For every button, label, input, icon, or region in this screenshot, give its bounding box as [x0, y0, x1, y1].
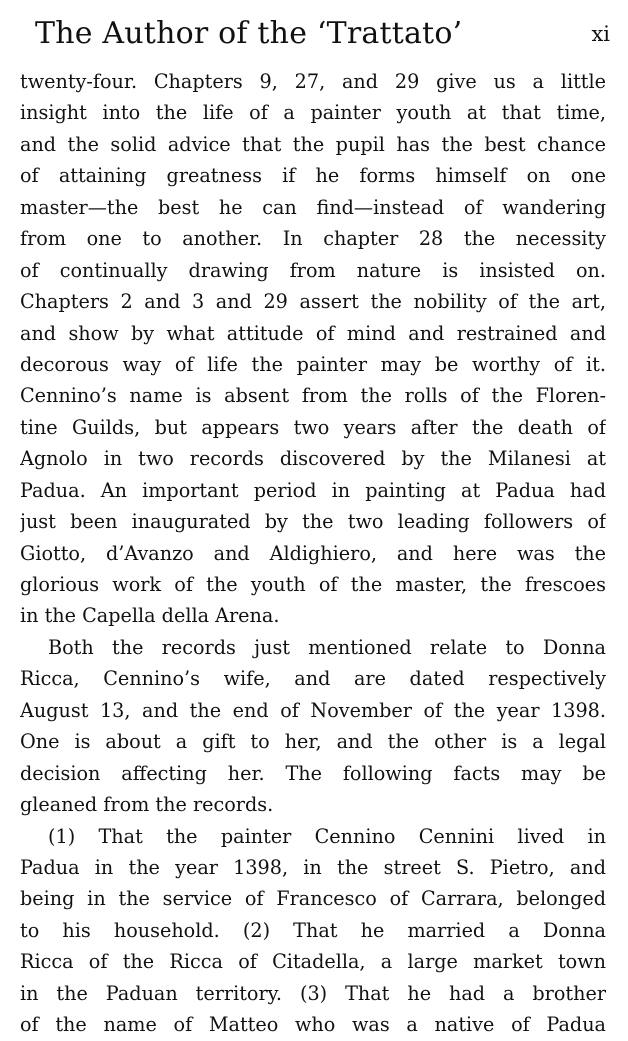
- text-line: master—the best he can find—instead of wandering: [20, 195, 606, 219]
- text-line: decision affecting her. The following facts may be: [20, 761, 606, 785]
- text-line: just been inaugurated by the two leading followers of: [20, 510, 606, 534]
- paragraph-end-line: gleaned from the records.: [20, 793, 274, 817]
- text-line: August 13, and the end of November of the year 1398.: [20, 698, 606, 722]
- paragraph-start-line: (1) That the painter Cennino Cennini lived in: [48, 824, 606, 848]
- text-line: to his household. (2) That he married a Donna: [20, 918, 606, 942]
- text-line: and show by what attitude of mind and restrained and: [20, 321, 606, 345]
- page-title: The Author of the ‘Trattato’: [35, 16, 463, 51]
- text-line: Padua in the year 1398, in the street S. Pietro, and: [20, 855, 606, 879]
- text-line: Cennino’s name is absent from the rolls of the Floren-: [20, 384, 606, 408]
- text-line: of attaining greatness if he forms himself on one: [20, 164, 606, 188]
- text-line: Padua. An important period in painting at Padua had: [20, 478, 606, 502]
- text-line: Ricca of the Ricca of Citadella, a large market town: [20, 950, 606, 974]
- text-line: Giotto, d’Avanzo and Aldighiero, and here was the: [20, 541, 606, 565]
- text-line: decorous way of life the painter may be worthy of it.: [20, 352, 606, 376]
- text-line: Chapters 2 and 3 and 29 assert the nobility of the art,: [20, 290, 606, 314]
- text-line: insight into the life of a painter youth at that time,: [20, 101, 606, 125]
- text-line: One is about a gift to her, and the other is a legal: [20, 730, 606, 754]
- body-text: [20, 66, 606, 1041]
- paragraph-end-line: in the Capella della Arena.: [20, 604, 280, 628]
- paragraph-start-line: Both the records just mentioned relate to Donna: [48, 635, 606, 659]
- running-header: [35, 12, 610, 56]
- text-line: and the solid advice that the pupil has the best chance: [20, 132, 606, 156]
- text-line: glorious work of the youth of the master, the frescoes: [20, 573, 606, 596]
- text-line: of the name of Matteo who was a native of Padua: [20, 1013, 606, 1037]
- page-number: xi: [591, 22, 610, 46]
- text-line: from one to another. In chapter 28 the necessity: [20, 227, 606, 251]
- text-line: Ricca, Cennino’s wife, and are dated respectively: [20, 667, 606, 691]
- text-line: in the Paduan territory. (3) That he had a brother: [20, 981, 606, 1005]
- text-line: Agnolo in two records discovered by the Milanesi at: [20, 447, 606, 471]
- text-line: tine Guilds, but appears two years after the death of: [20, 415, 606, 439]
- text-line: of continually drawing from nature is insisted on.: [20, 258, 606, 282]
- text-line: being in the service of Francesco of Carrara, belonged: [20, 887, 606, 911]
- text-line: twenty-four. Chapters 9, 27, and 29 give us a little: [20, 70, 606, 93]
